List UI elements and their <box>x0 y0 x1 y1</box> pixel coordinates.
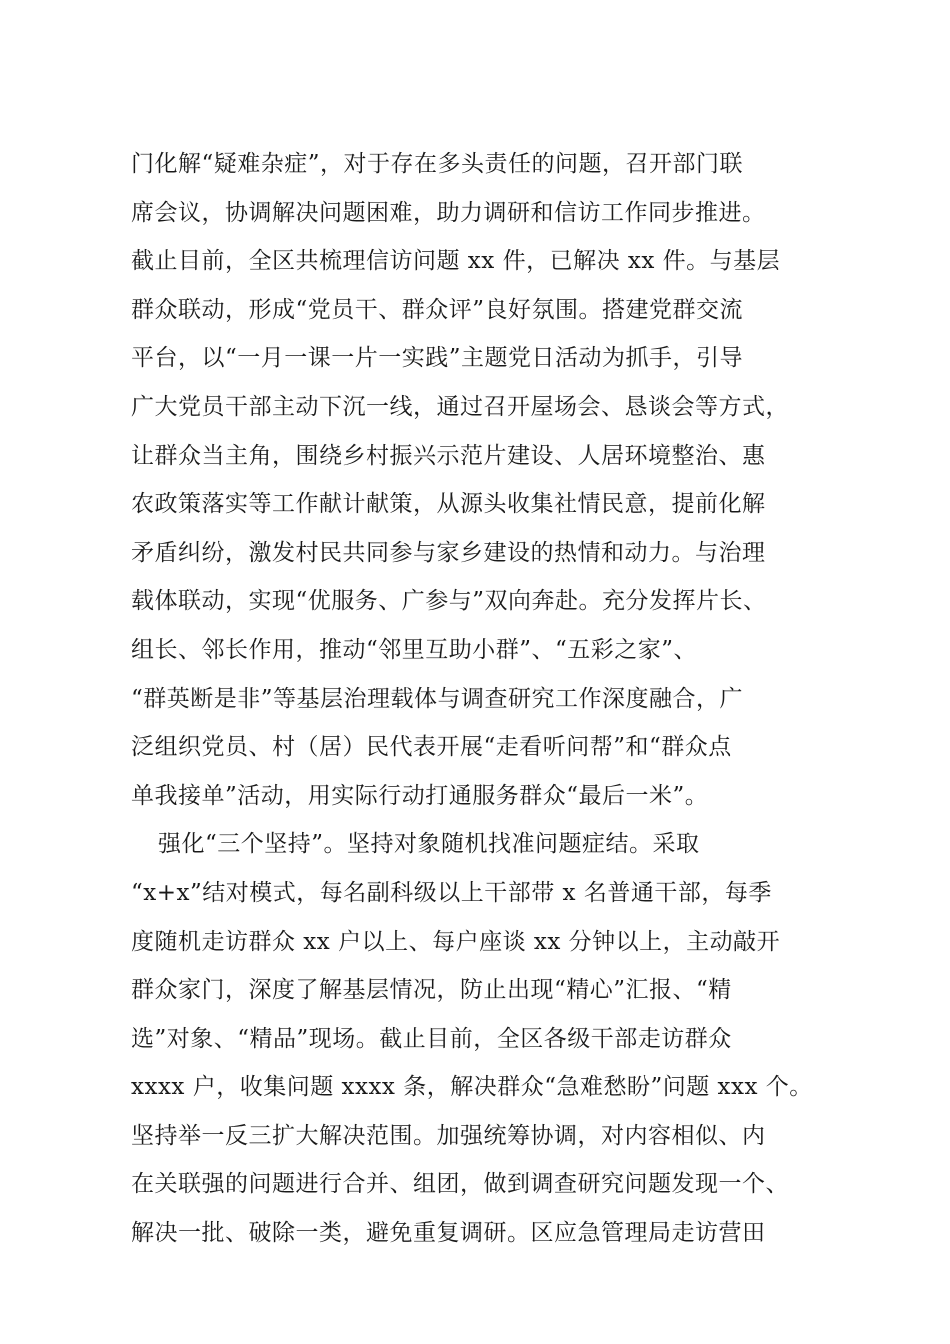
text-line: “x+x”结对模式，每名副科级以上干部带 x 名普通干部，每季 <box>131 879 772 906</box>
text-line: 群众联动，形成“党员干、群众评”良好氛围。搭建党群交流 <box>131 296 744 323</box>
text-line: 坚持举一反三扩大解决范围。加强统筹协调，对内容相似、内 <box>131 1122 766 1149</box>
text-line: 组长、邻长作用，推动“邻里互助小群”、“五彩之家”、 <box>131 636 698 663</box>
text-line: 门化解“疑难杂症”，对于存在多头责任的问题，召开部门联 <box>131 151 744 177</box>
text-line: 在关联强的问题进行合并、组团，做到调查研究问题发现一个、 <box>131 1171 789 1198</box>
text-line: xxxx 户，收集问题 xxxx 条，解决群众“急难愁盼”问题 xxx 个。 <box>131 1074 813 1101</box>
paragraph-start-line: 强化“三个坚持”。坚持对象随机找准问题症结。采取 <box>158 831 700 858</box>
text-line: “群英断是非”等基层治理载体与调查研究工作深度融合，广 <box>131 685 744 712</box>
text-line: 选”对象、“精品”现场。截止目前，全区各级干部走访群众 <box>131 1025 732 1052</box>
text-line: 平台，以“一月一课一片一实践”主题党日活动为抓手，引导 <box>131 345 744 372</box>
text-line: 让群众当主角，围绕乡村振兴示范片建设、人居环境整治、惠 <box>131 442 766 469</box>
text-line: 群众家门，深度了解基层情况，防止出现“精心”汇报、“精 <box>131 977 732 1004</box>
text-line: 席会议，协调解决问题困难，助力调研和信访工作同步推进。 <box>131 199 766 226</box>
body-text <box>131 140 831 1258</box>
text-line: 农政策落实等工作献计献策，从源头收集社情民意，提前化解 <box>131 491 766 518</box>
text-line: 矛盾纠纷，激发村民共同参与家乡建设的热情和动力。与治理 <box>131 539 766 566</box>
text-line: 泛组织党员、村（居）民代表开展“走看听问帮”和“群众点 <box>131 734 732 761</box>
text-line: 截止目前，全区共梳理信访问题 xx 件，已解决 xx 件。与基层 <box>131 248 781 275</box>
text-line: 单我接单”活动，用实际行动打通服务群众“最后一米”。 <box>131 782 709 809</box>
text-line: 解决一批、破除一类，避免重复调研。区应急管理局走访营田 <box>131 1220 766 1247</box>
text-line: 广大党员干部主动下沉一线，通过召开屋场会、恳谈会等方式， <box>131 393 789 420</box>
text-line: 载体联动，实现“优服务、广参与”双向奔赴。充分发挥片长、 <box>131 588 767 615</box>
text-line: 度随机走访群众 xx 户以上、每户座谈 xx 分钟以上，主动敲开 <box>131 928 781 955</box>
